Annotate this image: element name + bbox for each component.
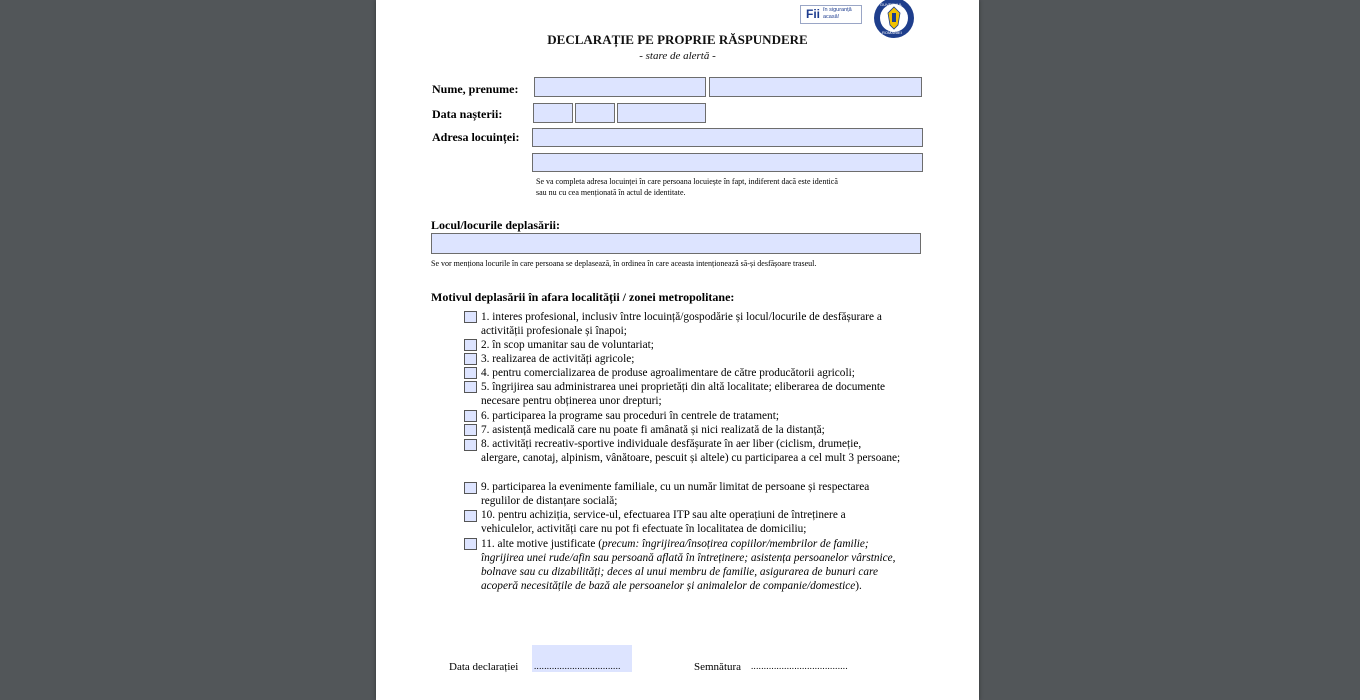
address-field-line-1[interactable] — [532, 128, 923, 147]
reasons-title: Motivul deplasării în afara localității / zonei metropolitane: — [431, 290, 735, 304]
document-subtitle: - stare de alertă - — [639, 50, 716, 62]
reason-11-lead: 11. alte motive justificate ( — [481, 538, 602, 550]
address-field-line-2[interactable] — [532, 153, 923, 172]
reason-checkbox-7[interactable] — [464, 424, 477, 436]
signature-label: Semnătura — [694, 661, 742, 673]
reason-checkbox-1[interactable] — [464, 311, 477, 323]
reason-text-10: 10. pentru achiziția, service-ul, efectuarea ITP sau alte operațiuni de întreținere a vehiculelor, activități care nu pot fi efectuate în localitatea de domiciliu; — [481, 509, 846, 535]
pdf-page — [376, 0, 979, 700]
reason-checkbox-8[interactable] — [464, 439, 477, 451]
address-note-line-2: sau nu cu cea menționată în actul de identitate. — [536, 188, 686, 197]
reason-text-7: 7. asistență medicală care nu poate fi amânată și nici realizată de la distanță; — [481, 424, 825, 436]
reason-11-examples: precum: îngrijirea/însoțirea copiilor/membrilor de familie; îngrijirea unei rude/afin sau persoană aflată în întreținere; asistența persoanelor vârstnice, bolnave sau cu dizabilități; deces al unui membru de familie, asigurarea de bunuri care acoperă necesitățile de bază ale persoanelor și animalelor de companie/domestice — [481, 538, 896, 592]
stay-home-badge — [800, 5, 862, 24]
address-label: Adresa locuinței: — [432, 130, 520, 144]
declaration-date-label: Data declarației — [449, 661, 519, 673]
reason-checkbox-6[interactable] — [464, 410, 477, 422]
seal-top-text: GUVERNUL — [880, 2, 903, 7]
birth-date-label: Data nașterii: — [432, 107, 503, 121]
birth-day-field[interactable] — [533, 103, 573, 123]
reason-text-3: 3. realizarea de activități agricole; — [481, 353, 635, 365]
reason-text-1: 1. interes profesional, inclusiv între locuință/gospodărie și locul/locurile de desfășurare a activității profesionale și înapoi; — [481, 311, 882, 337]
reason-text-8: 8. activități recreativ-sportive individuale desfășurate în aer liber (ciclism, drumeție, alergare, canotaj, alpinism, vânătoare, pescuit și altele) cu participarea a cel mult 3 persoane; — [481, 438, 901, 464]
reason-text-9: 9. participarea la evenimente familiale, cu un număr limitat de persoane și respectarea regulilor de distanțare socială; — [481, 481, 870, 507]
first-name-field[interactable] — [709, 77, 922, 97]
badge-line-1: în siguranță — [823, 7, 852, 13]
places-label: Locul/locurile deplasării: — [431, 218, 560, 232]
reason-checkbox-10[interactable] — [464, 510, 477, 522]
birth-year-field[interactable] — [617, 103, 706, 123]
reason-checkbox-9[interactable] — [464, 482, 477, 494]
reason-text-6: 6. participarea la programe sau proceduri în centrele de tratament; — [481, 410, 779, 422]
name-label: Nume, prenume: — [432, 82, 519, 96]
reason-checkbox-4[interactable] — [464, 367, 477, 379]
places-field[interactable] — [431, 233, 921, 254]
reason-checkbox-3[interactable] — [464, 353, 477, 365]
reason-text-5: 5. îngrijirea sau administrarea unei proprietăți din altă localitate; eliberarea de documente necesare pentru obținerea unor drepturi; — [481, 381, 886, 407]
reason-11-tail: ). — [855, 580, 862, 592]
reason-text-2: 2. în scop umanitar sau de voluntariat; — [481, 339, 654, 351]
birth-month-field[interactable] — [575, 103, 615, 123]
reason-checkbox-5[interactable] — [464, 381, 477, 393]
badge-line-2: acasă! — [823, 14, 840, 20]
reason-checkbox-11[interactable] — [464, 538, 477, 550]
reason-text-11 — [481, 537, 901, 593]
signature-dots: ...................................... — [751, 661, 848, 671]
reason-text-4: 4. pentru comercializarea de produse agroalimentare de către producătorii agricoli; — [481, 367, 855, 379]
badge-title: Fii — [806, 7, 820, 21]
address-note-line-1: Se va completa adresa locuinței în care persoana locuiește în fapt, indiferent dacă este identică — [536, 177, 838, 186]
declaration-date-dots: .................................. — [534, 661, 621, 671]
places-note: Se vor menționa locurile în care persoana se deplasează, în ordinea în care aceasta intenționează să-și desfășoare traseul. — [431, 259, 817, 268]
seal-bottom-text: ROMÂNIEI — [882, 30, 902, 35]
document-title: DECLARAȚIE PE PROPRIE RĂSPUNDERE — [547, 32, 808, 47]
reason-checkbox-2[interactable] — [464, 339, 477, 351]
last-name-field[interactable] — [534, 77, 706, 97]
